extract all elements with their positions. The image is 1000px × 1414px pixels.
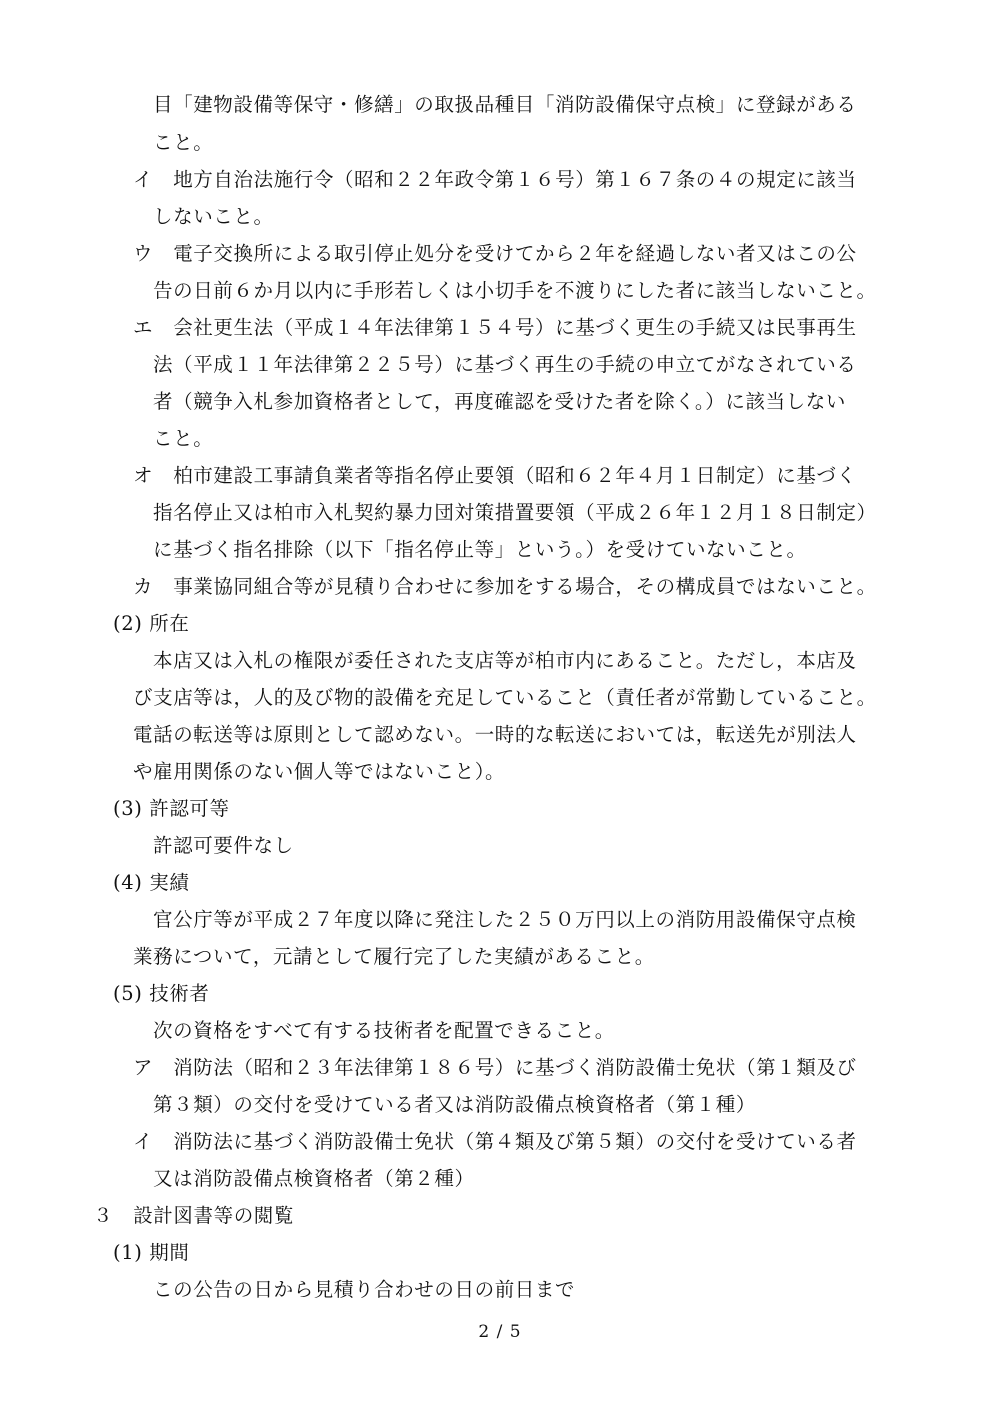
section-heading-design-docs: ３ 設計図書等の閲覧 (93, 1204, 295, 1227)
text-line: 官公庁等が平成２７年度以降に発注した２５０万円以上の消防用設備保守点検 (153, 908, 857, 931)
text-line: 指名停止又は柏市入札契約暴力団対策措置要領（平成２６年１２月１８日制定） (153, 501, 877, 524)
section-heading-period: (1) 期間 (113, 1241, 190, 1264)
text-line: に基づく指名排除（以下「指名停止等」という。）を受けていないこと。 (153, 538, 807, 561)
section-heading-record: (4) 実績 (113, 871, 190, 894)
text-line: 目「建物設備等保守・修繕」の取扱品種目「消防設備保守点検」に登録がある (153, 93, 857, 116)
page-number: 2 / 5 (478, 1322, 522, 1342)
text-line: 許認可要件なし (153, 834, 294, 857)
text-line: 又は消防設備点検資格者（第２種） (153, 1167, 475, 1190)
text-line: 電話の転送等は原則として認めない。一時的な転送においては，転送先が別法人 (133, 723, 857, 746)
item-ka-heading: カ 事業協同組合等が見積り合わせに参加をする場合，その構成員ではないこと。 (133, 575, 877, 598)
text-line: 法（平成１１年法律第２２５号）に基づく再生の手続の申立てがなされている (153, 353, 857, 376)
text-line: 次の資格をすべて有する技術者を配置できること。 (153, 1019, 615, 1042)
section-heading-location: (2) 所在 (113, 612, 190, 635)
text-line: しないこと。 (153, 205, 274, 228)
item-a-heading: ア 消防法（昭和２３年法律第１８６号）に基づく消防設備士免状（第１類及び (133, 1056, 857, 1079)
text-line: や雇用関係のない個人等ではないこと）。 (133, 760, 506, 783)
text-line: 本店又は入札の権限が委任された支店等が柏市内にあること。ただし，本店及 (153, 649, 857, 672)
section-heading-permits: (3) 許認可等 (113, 797, 230, 820)
text-line: 業務について，元請として履行完了した実績があること。 (133, 945, 655, 968)
item-i-heading: イ 消防法に基づく消防設備士免状（第４類及び第５類）の交付を受けている者 (133, 1130, 857, 1153)
text-line: 者（競争入札参加資格者として，再度確認を受けた者を除く。）に該当しない (153, 390, 846, 413)
section-heading-engineer: (5) 技術者 (113, 982, 210, 1005)
text-line: こと。 (153, 131, 214, 154)
text-line: び支店等は，人的及び物的設備を充足していること（責任者が常勤していること。 (133, 686, 877, 709)
item-i-heading: イ 地方自治法施行令（昭和２２年政令第１６号）第１６７条の４の規定に該当 (133, 168, 857, 191)
text-line: こと。 (153, 427, 214, 450)
item-o-heading: オ 柏市建設工事請負業者等指名停止要領（昭和６２年４月１日制定）に基づく (133, 464, 857, 487)
text-line: 告の日前６か月以内に手形若しくは小切手を不渡りにした者に該当しないこと。 (153, 279, 877, 302)
text-line: この公告の日から見積り合わせの日の前日まで (153, 1278, 576, 1301)
item-e-heading: エ 会社更生法（平成１４年法律第１５４号）に基づく更生の手続又は民事再生 (133, 316, 857, 339)
text-line: 第３類）の交付を受けている者又は消防設備点検資格者（第１種） (153, 1093, 757, 1116)
item-u-heading: ウ 電子交換所による取引停止処分を受けてから２年を経過しない者又はこの公 (133, 242, 857, 265)
